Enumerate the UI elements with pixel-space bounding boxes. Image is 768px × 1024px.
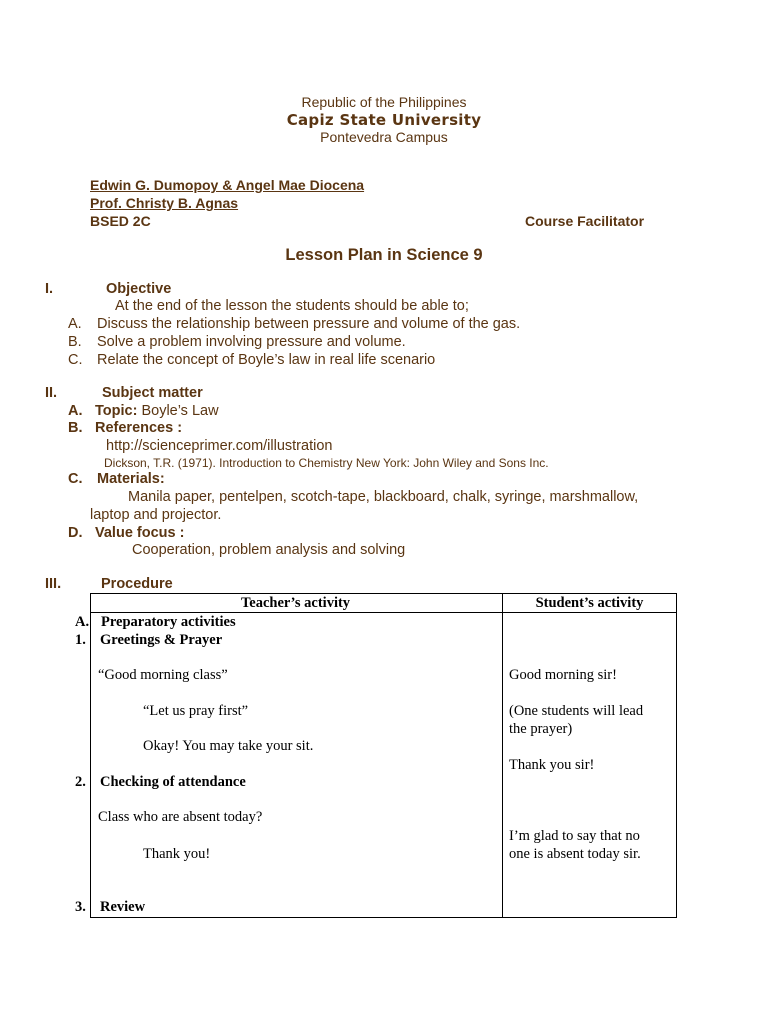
step-3-number: 3. [75, 899, 86, 915]
step-1-number: 1. [75, 632, 86, 648]
teacher-line-thanks: Thank you! [143, 846, 211, 862]
teacher-line-pray: “Let us pray first” [143, 703, 249, 719]
reference-url: http://scienceprimer.com/illustration [106, 438, 333, 454]
topic-value: Boyle’s Law [141, 403, 219, 419]
objective-item-a-letter: A. [68, 316, 82, 332]
preparatory-heading: Preparatory activities [101, 614, 236, 630]
header-republic: Republic of the Philippines [301, 94, 467, 110]
objective-item-a: Discuss the relationship between pressure and volume of the gas. [97, 316, 521, 332]
materials-letter: C. [68, 471, 83, 487]
table-header-student: Student’s activity [535, 595, 644, 611]
topic-line [95, 403, 219, 419]
student-line-good-morning: Good morning sir! [509, 667, 617, 683]
objective-intro: At the end of the lesson the students should be able to; [115, 298, 469, 314]
professor-name: Prof. Christy B. Agnas [90, 195, 239, 211]
step-1-heading: Greetings & Prayer [100, 632, 223, 648]
step-2-number: 2. [75, 774, 86, 790]
objective-item-b-letter: B. [68, 334, 82, 350]
section-number-objective: I. [45, 281, 54, 297]
topic-label: Topic: [95, 403, 138, 419]
references-label: References : [95, 420, 183, 436]
page-title: Lesson Plan in Science 9 [285, 246, 483, 264]
teacher-line-sit: Okay! You may take your sit. [143, 738, 314, 754]
teacher-line-absent: Class who are absent today? [98, 809, 263, 825]
value-focus-letter: D. [68, 525, 83, 541]
student-line-prayer-2: the prayer) [509, 721, 573, 737]
student-line-prayer-1: (One students will lead [509, 703, 644, 719]
table-header-teacher: Teacher’s activity [240, 595, 351, 611]
authors-names: Edwin G. Dumopoy & Angel Mae Diocena [90, 177, 365, 193]
section-number-procedure: III. [45, 576, 62, 592]
table-header-divider [91, 612, 676, 613]
references-letter: B. [68, 420, 83, 436]
section-label: BSED 2C [90, 213, 151, 229]
value-focus-text: Cooperation, problem analysis and solving [132, 542, 406, 558]
materials-label: Materials: [97, 471, 165, 487]
facilitator-label: Course Facilitator [525, 213, 645, 229]
topic-letter: A. [68, 403, 83, 419]
step-3-heading: Review [100, 899, 146, 915]
section-number-subject: II. [45, 385, 58, 401]
step-2-heading: Checking of attendance [100, 774, 246, 790]
reference-book: Dickson, T.R. (1971). Introduction to Chemistry New York: John Wiley and Sons Inc. [104, 456, 549, 470]
objective-item-b: Solve a problem involving pressure and volume. [97, 334, 406, 350]
header-campus: Pontevedra Campus [320, 129, 448, 145]
subject-heading: Subject matter [102, 385, 203, 401]
objective-item-c: Relate the concept of Boyle’s law in real life scenario [97, 352, 436, 368]
student-line-absent-2: one is absent today sir. [509, 846, 641, 862]
materials-line-2: laptop and projector. [90, 507, 222, 523]
value-focus-label: Value focus : [95, 525, 185, 541]
materials-line-1: Manila paper, pentelpen, scotch-tape, blackboard, chalk, syringe, marshmallow, [128, 489, 639, 505]
objective-item-c-letter: C. [68, 352, 83, 368]
objective-heading: Objective [106, 281, 172, 297]
header-university: Capiz State University [286, 111, 482, 129]
table-column-divider [502, 594, 503, 917]
student-line-absent-1: I’m glad to say that no [509, 828, 640, 844]
student-line-thank-you: Thank you sir! [509, 757, 595, 773]
procedure-heading: Procedure [101, 576, 173, 592]
teacher-line-good-morning: “Good morning class” [98, 667, 228, 683]
preparatory-letter: A. [75, 614, 90, 630]
